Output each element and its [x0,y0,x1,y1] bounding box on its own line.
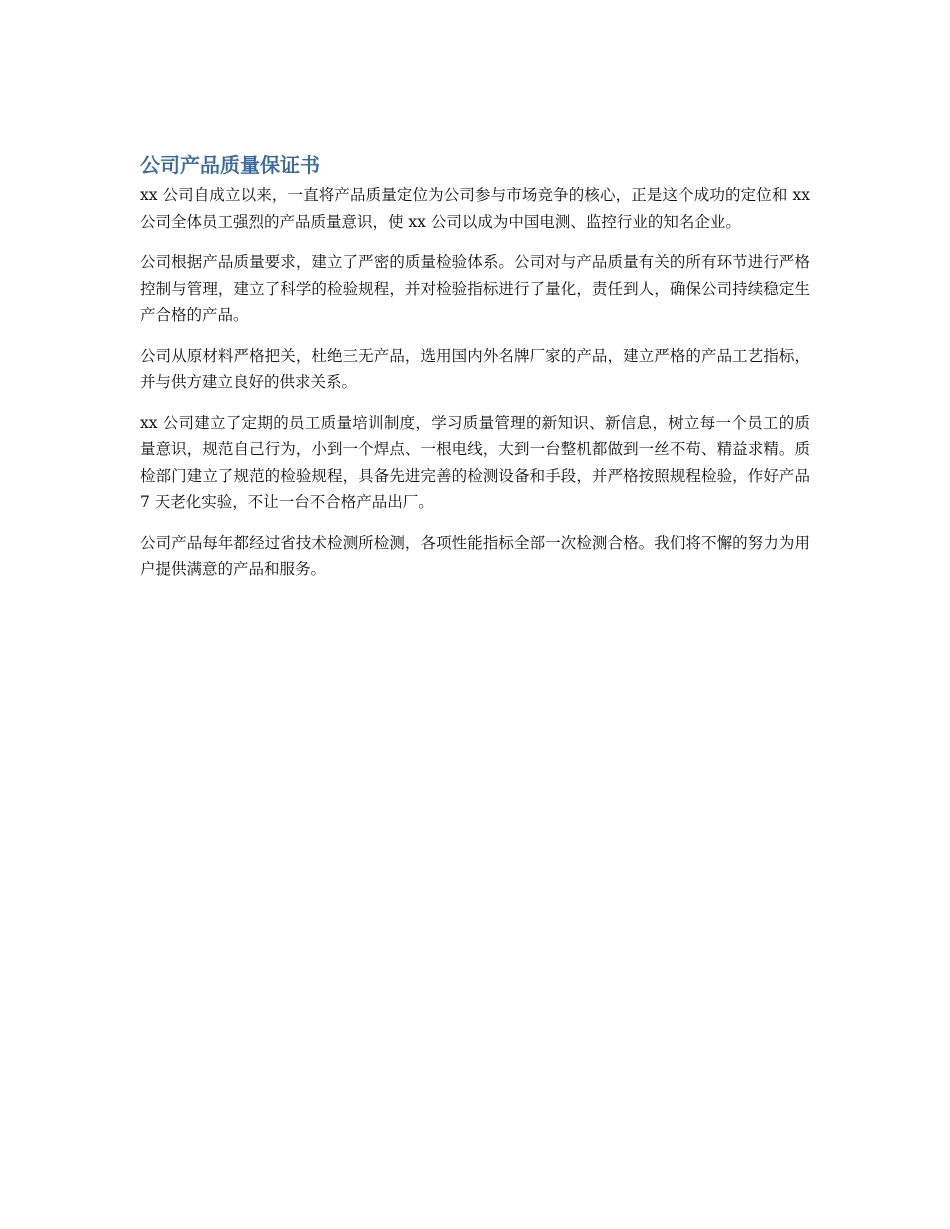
paragraph-raw-materials: 公司从原材料严格把关，杜绝三无产品，选用国内外名牌厂家的产品，建立严格的产品工艺指标，并与供方建立良好的供求关系。 [140,346,810,391]
paragraph-company-founding: xx 公司自成立以来，一直将产品质量定位为公司参与市场竞争的核心，正是这个成功的定位和 xx 公司全体员工强烈的产品质量意识，使 xx 公司以成为中国电测、监控行业的知名企业。 [140,186,810,231]
document-body [140,150,810,597]
paragraph-staff-training: xx 公司建立了定期的员工质量培训制度，学习质量管理的新知识、新信息，树立每一个员工的质量意识，规范自己行为，小到一个焊点、一根电线，大到一台整机都做到一丝不苟、精益求精。质检部门建立了规范的检验规程，具备先进完善的检测设备和手段，并严格按照规程检验，作好产品 7 天老化实验，不让一台不合格产品出厂。 [140,413,810,511]
paragraph-inspection-system: 公司根据产品质量要求，建立了严密的质量检验体系。公司对与产品质量有关的所有环节进行严格控制与管理，建立了科学的检验规程，并对检验指标进行了量化，责任到人，确保公司持续稳定生产合格的产品。 [140,253,810,324]
document-title: 公司产品质量保证书 [140,153,320,177]
paragraph-annual-testing: 公司产品每年都经过省技术检测所检测，各项性能指标全部一次检测合格。我们将不懈的努力为用户提供满意的产品和服务。 [140,533,810,578]
